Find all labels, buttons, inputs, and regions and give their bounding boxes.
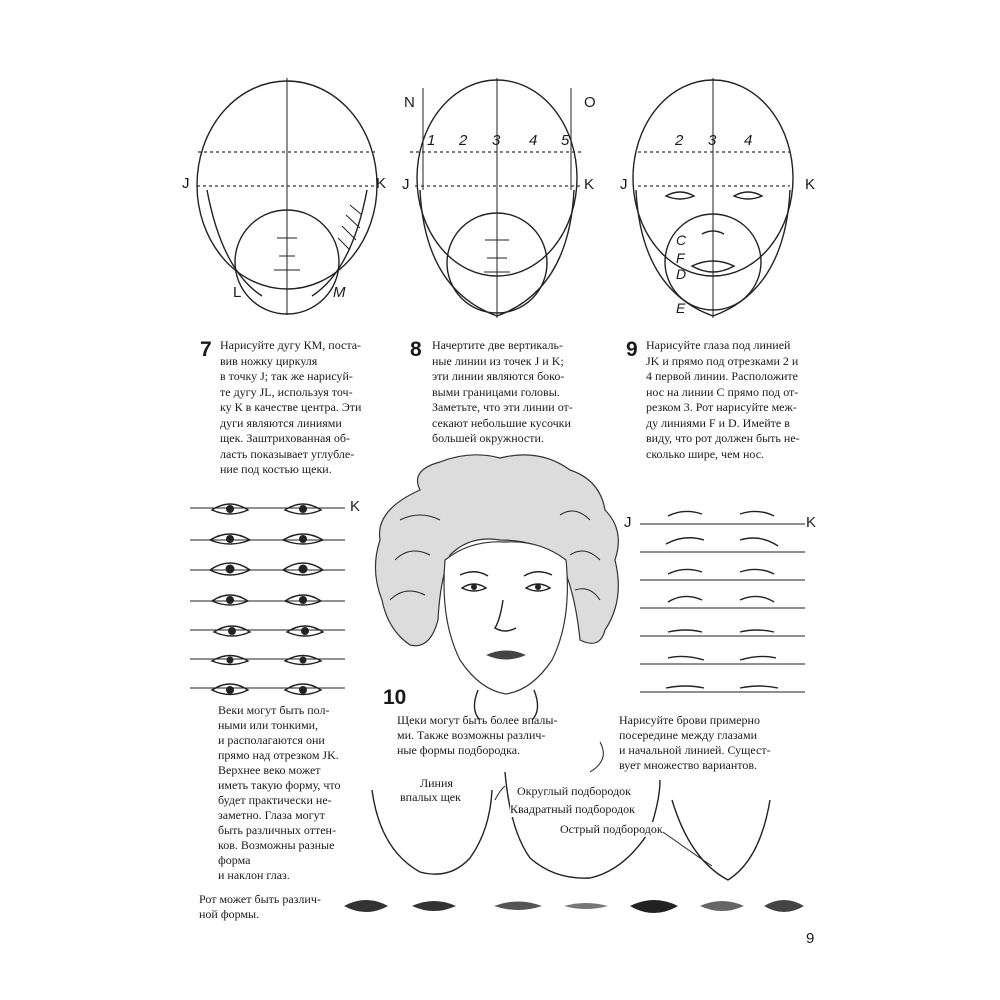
mouth-item [494,902,542,911]
label-sharp-chin: Острый подбородок [560,822,663,836]
label-square-chin: Квадратный подбородок [510,802,635,816]
label-l-7: L [233,284,242,301]
eyelids-caption: Веки могут быть пол- ными или тонкими, и располагаются они прямо над отрезком JK. Верхнее веко может иметь такую форму, что будет практически не- заметно. Глаза могут быть различных оттен- ков. Возможны разные форма и наклон глаз. [218,703,341,882]
label-f-9: F [676,250,685,266]
step-9-text: Нарисуйте глаза под линией JK и прямо под отрезками 2 и 4 первой линии. Расположите нос на линии С прямо под от- резком 3. Рот нарисуйте меж- ду линиями F и D. Имейте в виду, что рот должен быть не- сколько шире, чем нос. [646,338,800,461]
cheeks-caption: Щеки могут быть более впалы- ми. Также возможны различ- ные формы подбородка. [397,713,558,757]
tick-4-8: 4 [529,132,538,149]
label-e-9: E [676,300,686,316]
tick-2-9: 2 [675,132,684,149]
label-o-8: O [584,94,596,111]
tick-3-9: 3 [708,132,717,149]
label-j-8: J [402,176,410,193]
label-j-9: J [620,176,628,193]
label-round-chin: Округлый подбородок [517,784,631,798]
label-c-9: C [676,232,687,248]
label-line: Линия [420,776,453,790]
label-k-eyes: K [350,498,361,515]
label-j-brows: J [624,514,632,531]
tick-1-8: 1 [427,132,436,149]
label-k-7: K [376,175,387,192]
mouth-item [764,900,804,912]
step-7-text: Нарисуйте дугу КМ, поста- вив ножку циркуля в точку J; так же нарисуй- те дугу JL, используя точ- ку К в качестве центра. Эти дуги являются линиями щек. Заштрихованная об- ласть показывает углубле- ние под костью щеки. [220,338,362,476]
tick-4-9: 4 [744,132,753,149]
mouth-item [564,903,608,909]
step-number-7: 7 [200,338,212,361]
step-number-10: 10 [383,686,407,709]
label-k-8: K [584,176,595,193]
label-m-7: M [333,284,346,301]
page-number: 9 [806,930,815,947]
label-hollow-cheeks: впалых щек [400,790,461,804]
mouth-item [630,900,678,913]
label-k-brows: K [806,514,817,531]
step-number-9: 9 [626,338,638,361]
mouth-item [700,901,744,911]
step-number-8: 8 [410,338,422,361]
brows-caption: Нарисуйте брови примерно посередине между глазами и начальной линией. Сущест- вует множество вариантов. [619,713,771,772]
tick-2-8: 2 [459,132,468,149]
mouth-item [344,900,388,912]
label-d-9: D [676,266,687,282]
tick-3-8: 3 [492,132,501,149]
label-n-8: N [404,94,415,111]
tick-5-8: 5 [561,132,570,149]
mouth-caption: Рот может быть различ- ной формы. [199,892,321,921]
mouth-item [412,901,456,911]
label-k-9: K [805,176,816,193]
step-8-text: Начертите две вертикаль- ные линии из точек J и K; эти линии являются боко- выми границами головы. Заметьте, что эти линии от- секают небольшие кусочки большей окружности. [432,338,573,445]
label-j-7: J [182,175,190,192]
